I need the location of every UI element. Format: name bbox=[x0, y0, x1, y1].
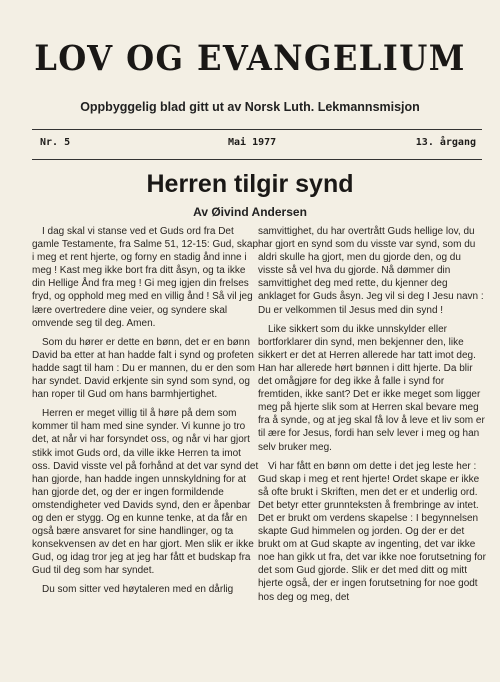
issue-date: Mai 1977 bbox=[228, 137, 277, 148]
paragraph: Like sikkert som du ikke unnskylder eller bortforklarer din synd, men bekjenner den, like sikkert er det at Herren allerede har tatt imot deg. Han har allerede hørt bønnen i ditt hjerte. Da blir det omågjøre for deg ikke å falle i synd for fremtiden, ikke sant? Det er ikke meget som ligger meg på hjerte slik som at Herren skal bevare meg fra å synde, og at jeg skal få lov å leve et liv som er til ære for Jesus, fordi han selv lever i meg og han selv bruker meg. bbox=[258, 323, 485, 453]
masthead-subtitle: Oppbyggelig blad gitt ut av Norsk Luth. Lekmannsmisjon bbox=[80, 100, 420, 114]
paragraph: Herren er meget villig til å høre på dem som kommer til ham med sine synder. Vi kunne jo tro det, at når vi har forsyndet oss, og når vi har gjort stikk imot Guds ord, da ville ikke Herren ta imot oss. David visste vel på forhånd at det var synd det han gjorde, han hadde ingen unnskyldning for at han gjorde det, og der er ingen formildende omstendigheter ved Davids synd, den er åpenbar og den er stygg. Og en kunne tenke, at da får en også bære ansvaret for sine handlinger, og ta konsekvensen av det en har gjort. Men slik er ikke Gud, og idag tror jeg at jeg har fått et budskap fra Gud til deg som har syndet. bbox=[32, 408, 259, 577]
header-top-rule bbox=[32, 129, 482, 130]
masthead-title: LOV OG EVANGELIUM bbox=[34, 38, 466, 79]
issue-volume: 13. årgang bbox=[415, 137, 476, 148]
paragraph: Som du hører er dette en bønn, det er en bønn David ba etter at han hadde falt i synd og profeten hadde sagt til ham : Du er mannen, du er den som har syndet. David erkjente sin synd som synd, og han roper til Gud om hans barmhjertighet. bbox=[32, 336, 255, 401]
article-title: Herren tilgir synd bbox=[146, 170, 354, 198]
article-column-right bbox=[258, 225, 486, 675]
header-bottom-rule bbox=[32, 159, 482, 160]
paragraph: Du som sitter ved høytaleren med en dårlig bbox=[42, 584, 234, 596]
issue-info-bar bbox=[40, 137, 476, 153]
issue-number: Nr. 5 bbox=[40, 137, 71, 148]
paragraph: Vi har fått en bønn om dette i det jeg leste her : Gud skap i meg et rent hjerte! Ordet skape er ikke så ofte brukt i Skriften, men det er et underlig ord. Det betyr etter grunnteksten å frembringe av intet. Det er brukt om verdens skapelse : I begynnelsen skapte Gud himmelen og jorden. Og der er det brukt om at Gud skapte av ingenting, det var ikke noe han gikk ut fra, det var ikke noe forutsetning for det som Gud gjorde. Slik er det med ditt og mitt hjerte også, der er ingen forutsetning for noe godt hos deg og meg, det bbox=[258, 460, 486, 603]
paragraph: I dag skal vi stanse ved et Guds ord fra Det gamle Testamente, fra Salme 51, 12-15: Gud, skap i meg et rent hjerte, og forny en stadig ånd inne i meg ! Kast meg ikke bort fra ditt åsyn, og ta ikke din Hellige Ånd fra meg ! Gi meg igjen din frelses fryd, og opphold meg med en villig ånd ! Så vil jeg lære overtredere dine veier, og syndere skal omvende seg til deg. Amen. bbox=[32, 226, 259, 329]
article-byline: Av Øivind Andersen bbox=[193, 205, 307, 219]
article-column-left bbox=[32, 225, 260, 675]
paragraph: samvittighet, du har overtrått Guds hellige lov, du har gjort en synd som du visste var synd, som du aldri skulle ha gjort, men du gjorde den, og du visste så vel hva du gjorde. Nå dømmer din samvittighet deg med rette, du kjenner deg anklaget for Guds åsyn. Jeg vil si deg I Jesu navn : Du er velkommen til Jesus med din synd ! bbox=[258, 226, 484, 316]
